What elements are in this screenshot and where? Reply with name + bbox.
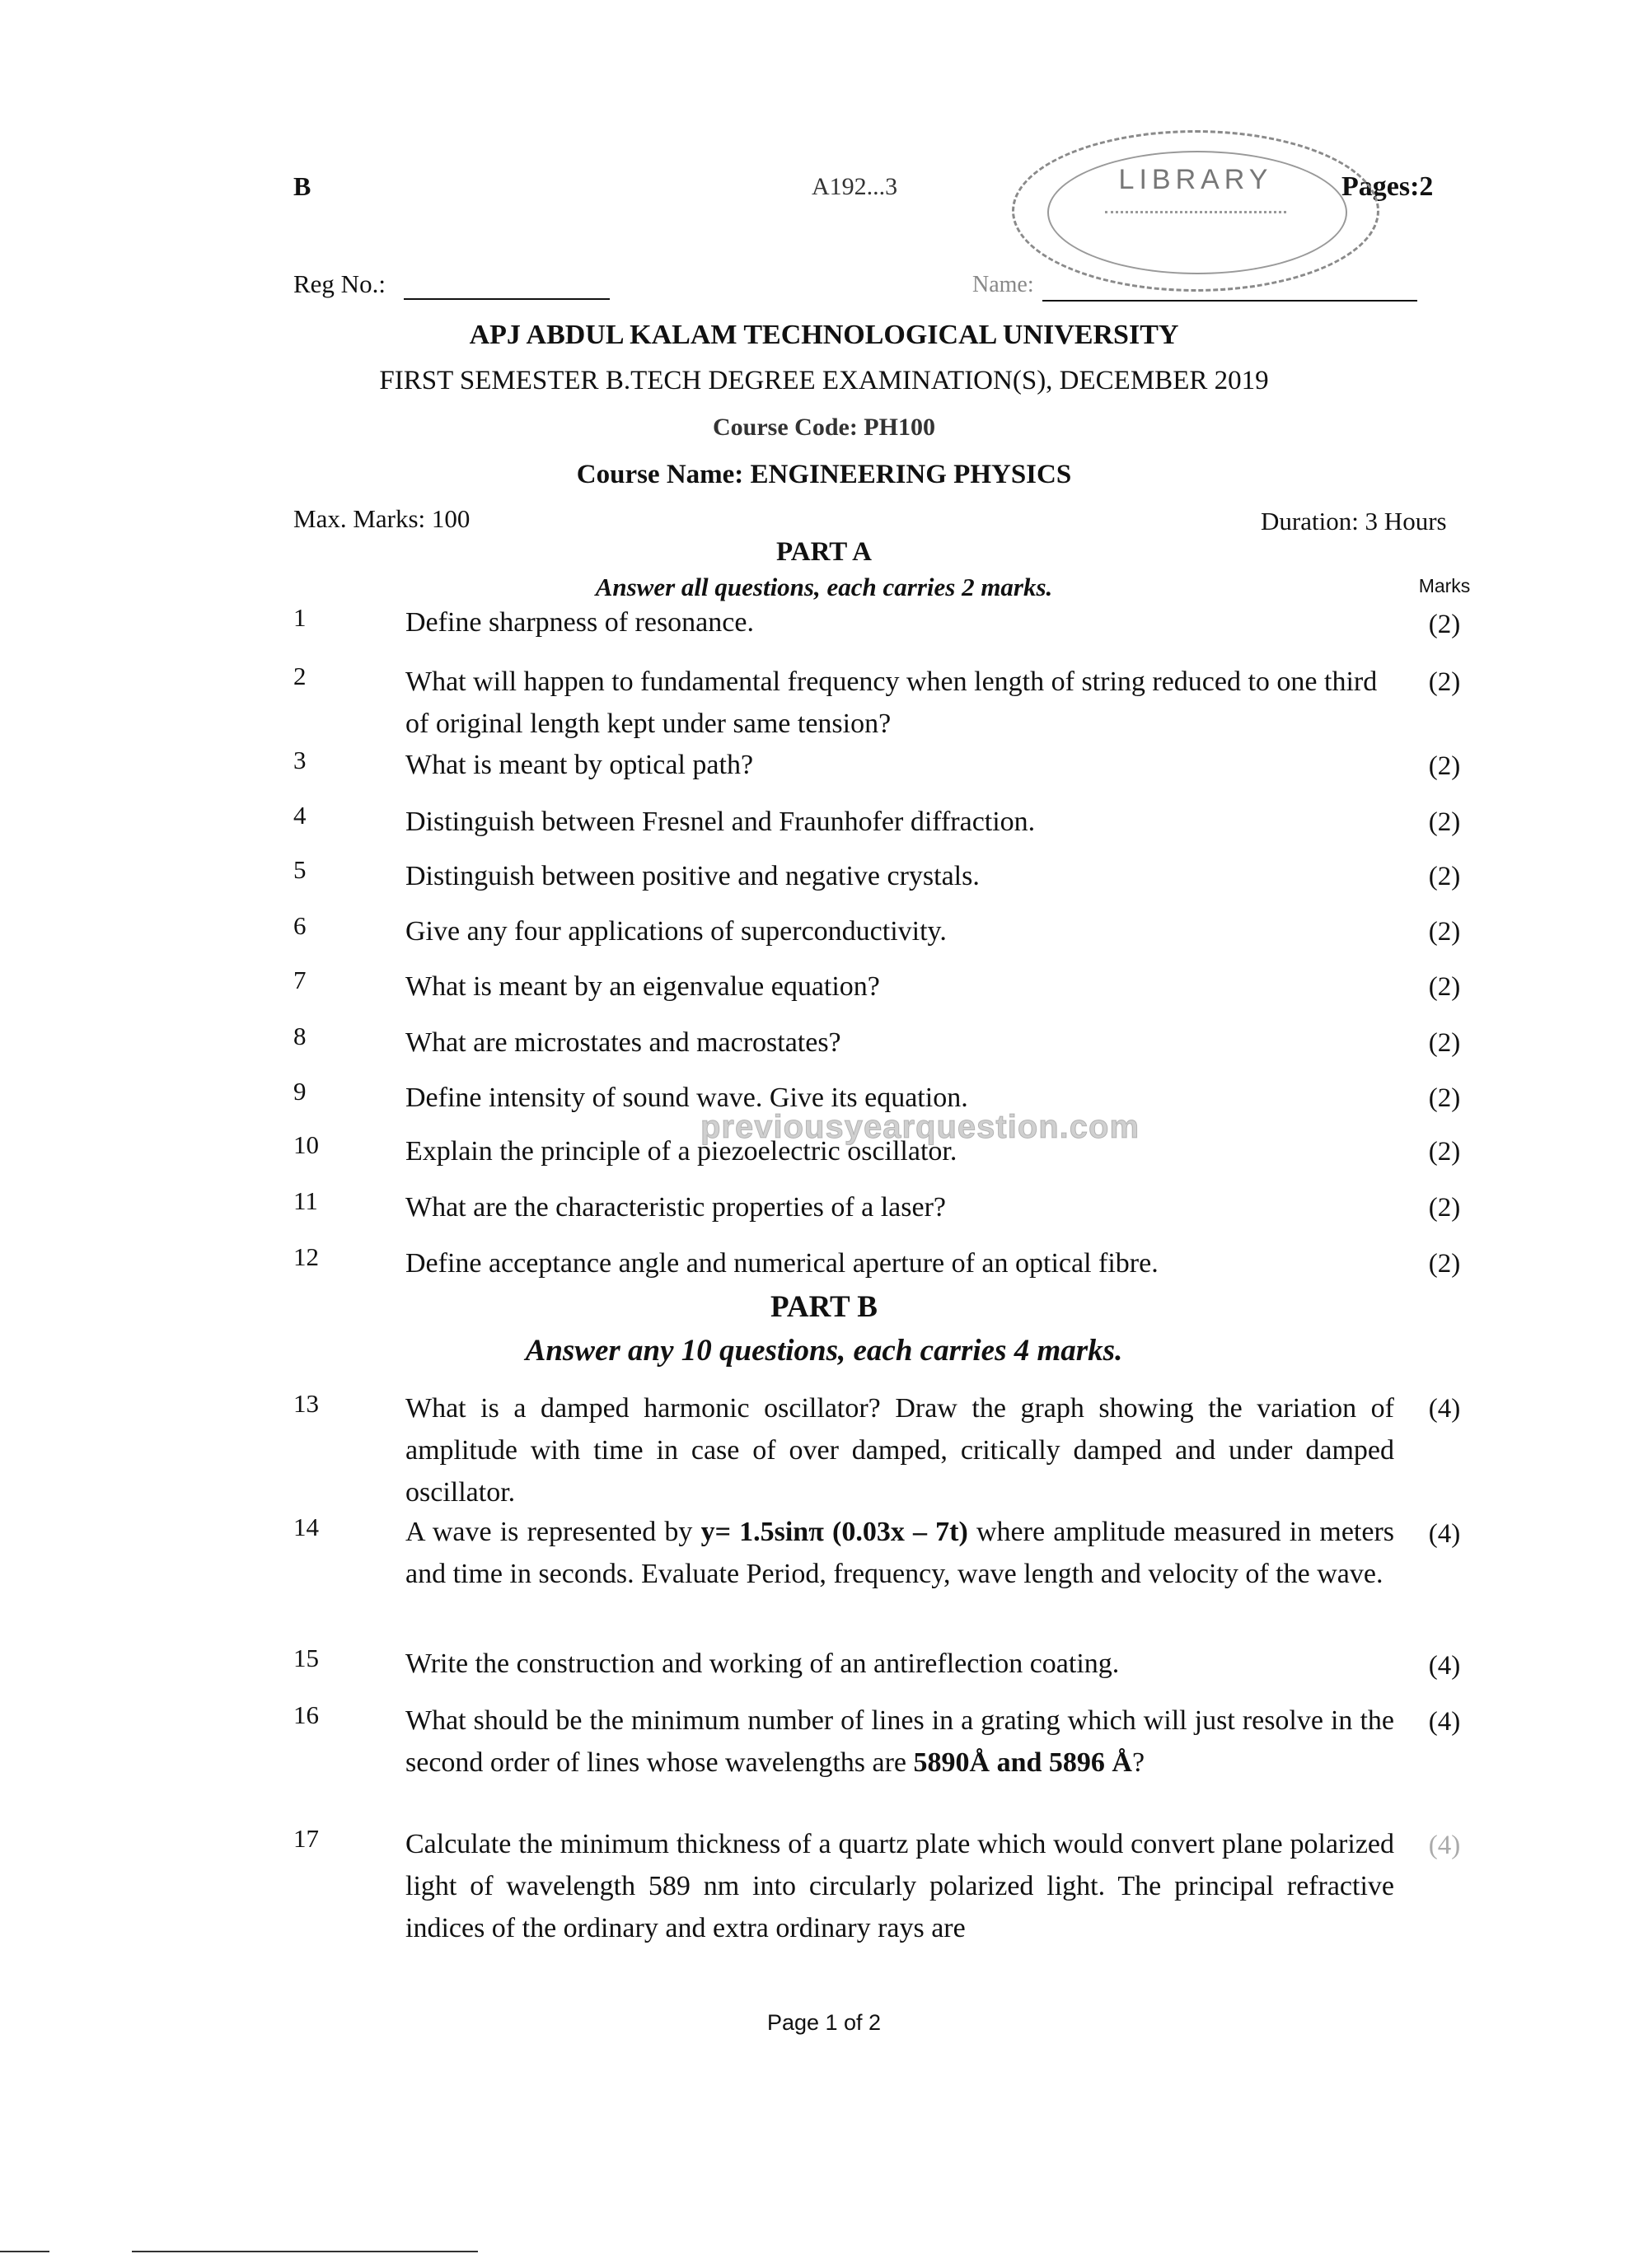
question-text: Calculate the minimum thickness of a quartz plate which would convert plane polarized light of wavelength 589 nm into circularly polarized light. The principal refractive indices of the ordinary and extra ordinary rays are xyxy=(405,1829,1394,1943)
question-text: Distinguish between Fresnel and Fraunhofer diffraction. xyxy=(405,807,1036,837)
question-marks: (4) xyxy=(1428,1519,1461,1549)
part-b-title: PART B xyxy=(770,1290,878,1324)
question-text: What are the characteristic properties of a laser? xyxy=(405,1192,947,1223)
question-marks: (4) xyxy=(1428,1394,1461,1424)
question-number: 12 xyxy=(293,1242,319,1271)
question-marks: (2) xyxy=(1428,1193,1461,1223)
question-marks: (2) xyxy=(1428,667,1461,697)
question-set-label: B xyxy=(293,171,311,201)
bottom-rule-left xyxy=(0,2251,49,2252)
library-stamp xyxy=(1012,130,1379,292)
question-marks: (2) xyxy=(1428,751,1461,781)
question-marks: (2) xyxy=(1428,862,1461,891)
question-number: 2 xyxy=(293,662,307,690)
question-text: What is a damped harmonic oscillator? Draw the graph showing the variation of amplitude with time in case of over damped, critically damped and under damped oscillator. xyxy=(405,1393,1394,1508)
watermark: previousyearquestion.com xyxy=(700,1109,1140,1145)
question-text: Define acceptance angle and numerical aperture of an optical fibre. xyxy=(405,1248,1159,1279)
question-text: Explain the principle of a piezoelectric oscillator. xyxy=(405,1136,957,1167)
question-number: 8 xyxy=(293,1022,307,1050)
paper-code: A192...3 xyxy=(812,173,898,200)
university-name: APJ ABDUL KALAM TECHNOLOGICAL UNIVERSITY xyxy=(469,320,1179,350)
question-text: Distinguish between positive and negative crystals. xyxy=(405,861,980,891)
question-number: 1 xyxy=(293,603,307,632)
question-number: 15 xyxy=(293,1644,319,1672)
question-number: 7 xyxy=(293,966,307,994)
question-text-part: A wave is represented by xyxy=(405,1517,701,1547)
page-number: Page 1 of 2 xyxy=(766,2010,882,2035)
max-marks: Max. Marks: 100 xyxy=(293,504,471,533)
question-number: 11 xyxy=(293,1186,318,1215)
question-marks: (2) xyxy=(1428,807,1461,837)
question-number: 3 xyxy=(293,746,307,774)
question-text: Define intensity of sound wave. Give its equation. xyxy=(405,1083,968,1113)
wave-equation: y= 1.5sinπ (0.03x – 7t) xyxy=(700,1517,968,1547)
question-marks: (2) xyxy=(1428,917,1461,947)
question-marks: (4) xyxy=(1428,1651,1461,1681)
course-code: Course Code: PH100 xyxy=(713,414,935,441)
reg-no-line xyxy=(404,298,610,300)
wavelength-values: 5890Å and 5896 Å xyxy=(913,1747,1132,1778)
question-text: Give any four applications of superconductivity. xyxy=(405,916,947,947)
question-marks: (2) xyxy=(1428,1028,1461,1058)
reg-no-label: Reg No.: xyxy=(293,269,386,298)
question-number: 9 xyxy=(293,1077,307,1106)
part-a-title: PART A xyxy=(776,537,872,567)
name-line xyxy=(1042,300,1417,302)
question-text: What will happen to fundamental frequency when length of string reduced to one third of original length kept under same tension? xyxy=(405,666,1378,739)
question-marks: (4) xyxy=(1428,1707,1461,1737)
question-number: 5 xyxy=(293,855,307,884)
question-marks: (4) xyxy=(1428,1831,1461,1860)
question-text-part: What should be the minimum number of lines in a grating which will just resolve in the second order of lines whose wavelengths are xyxy=(405,1705,1394,1778)
question-marks: (2) xyxy=(1428,610,1461,639)
part-b-instruction: Answer any 10 questions, each carries 4 marks. xyxy=(525,1334,1123,1368)
question-number: 10 xyxy=(293,1130,319,1159)
question-text-part: ? xyxy=(1131,1747,1145,1778)
question-number: 6 xyxy=(293,911,307,940)
pages-count: Pages:2 xyxy=(1341,171,1434,202)
question-number: 4 xyxy=(293,801,307,830)
library-stamp-text: LIBRARY xyxy=(1118,164,1273,195)
question-text xyxy=(405,1700,1394,1784)
question-text: What are microstates and macrostates? xyxy=(405,1027,841,1058)
library-stamp-dotted-line xyxy=(1105,211,1286,213)
question-text: Write the construction and working of an antireflection coating. xyxy=(405,1648,1120,1679)
question-number: 17 xyxy=(293,1824,319,1853)
duration: Duration: 3 Hours xyxy=(1261,507,1447,535)
question-text-part: where amplitude measured in meters and time in seconds. Evaluate Period, frequency, wave length and velocity of the wave. xyxy=(405,1517,1394,1589)
part-a-instruction: Answer all questions, each carries 2 marks. xyxy=(595,573,1053,601)
question-text: What is meant by an eigenvalue equation? xyxy=(405,971,880,1002)
question-marks: (2) xyxy=(1428,1137,1461,1167)
name-label: Name: xyxy=(972,272,1034,297)
question-number: 14 xyxy=(293,1513,319,1541)
exam-title: FIRST SEMESTER B.TECH DEGREE EXAMINATION(S), DECEMBER 2019 xyxy=(379,366,1269,395)
question-text: Define sharpness of resonance. xyxy=(405,607,754,638)
question-number: 13 xyxy=(293,1389,319,1418)
question-marks: (2) xyxy=(1428,1083,1461,1113)
question-text: What is meant by optical path? xyxy=(405,750,754,780)
course-name: Course Name: ENGINEERING PHYSICS xyxy=(576,460,1072,489)
marks-column-header: Marks xyxy=(1418,575,1471,596)
question-number: 16 xyxy=(293,1700,319,1729)
question-marks: (2) xyxy=(1428,972,1461,1002)
question-marks: (2) xyxy=(1428,1249,1461,1279)
bottom-rule-right xyxy=(132,2251,478,2252)
question-text xyxy=(405,1511,1394,1595)
